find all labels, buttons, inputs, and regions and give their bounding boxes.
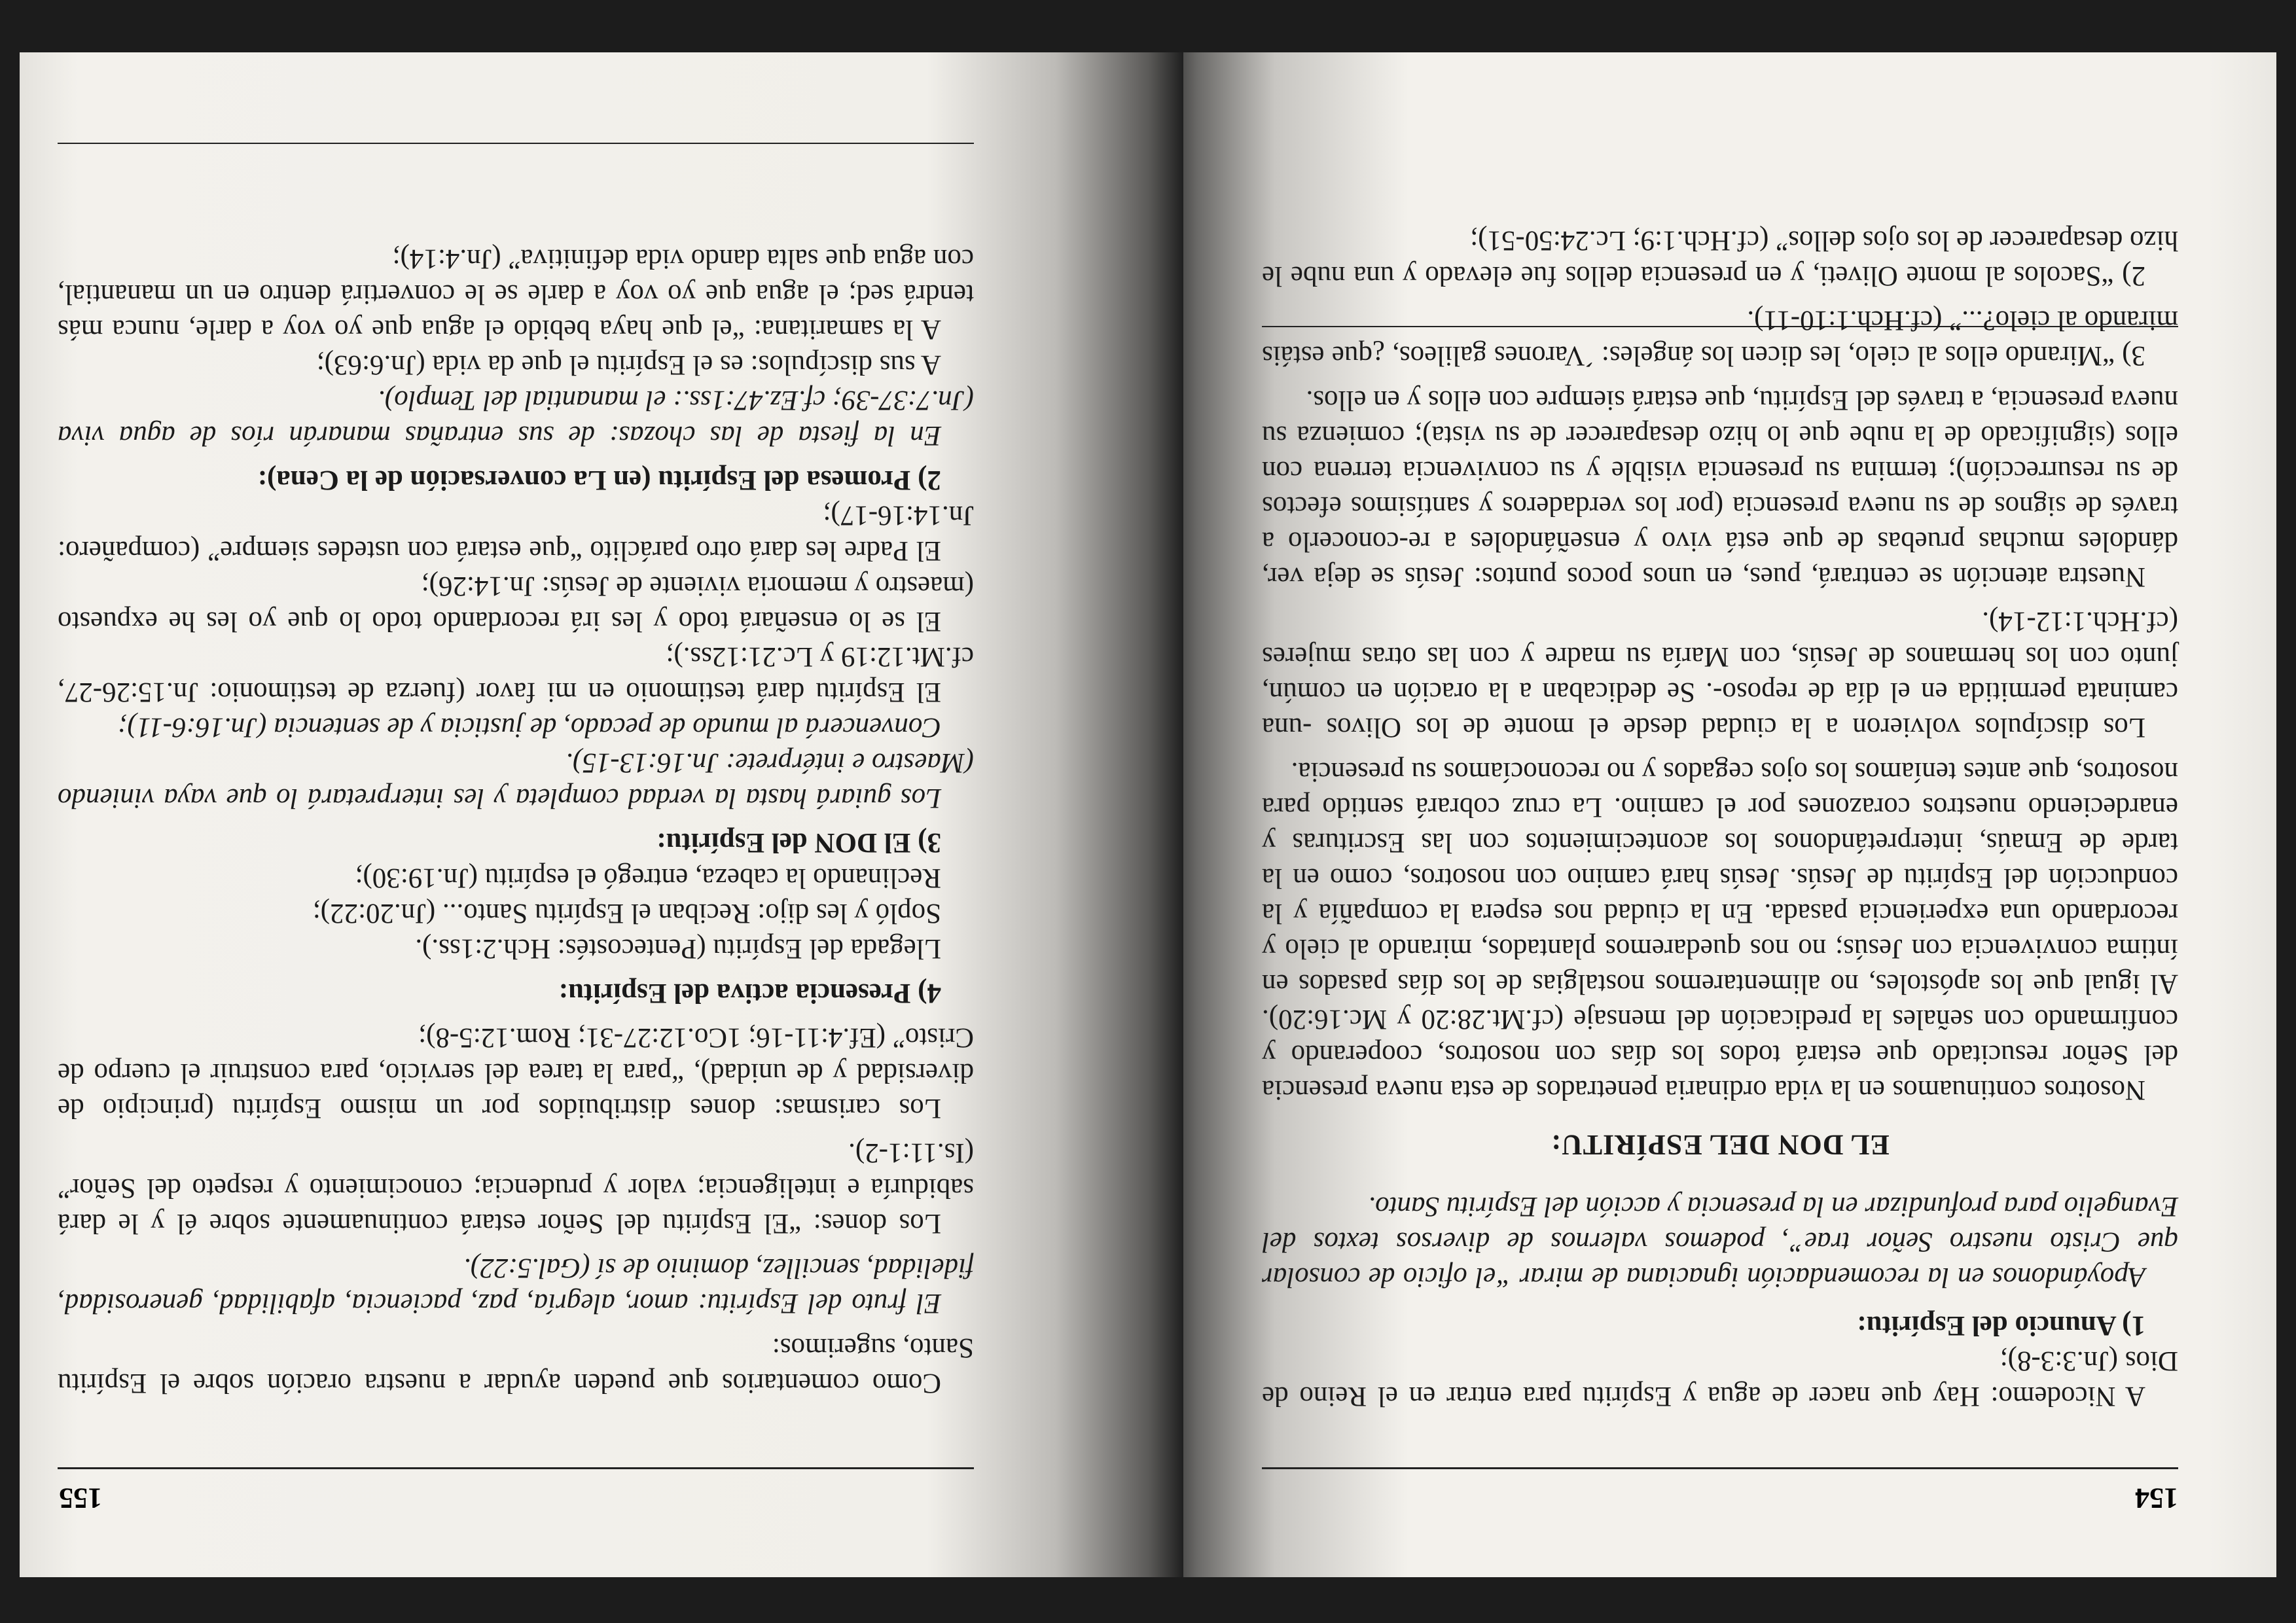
list-item: Los guiará hasta la verdad completa y les interpretará lo que vaya viniendo (Maestro e intérprete: Jn.16:13-15). — [58, 747, 974, 813]
list-item: Reclinando la cabeza, entregó el espíritu (Jn.19:30); — [355, 863, 941, 893]
list-item: Sopló y les dijo: Reciban el Espíritu Santo... (Jn.20:22); — [312, 898, 941, 929]
list-item: Convencerá al mundo de pecado, de justicia y de sentencia (Jn.16:6-11); — [118, 712, 941, 743]
list-item: El fruto del Espíritu: amor, alegría, paz, paciencia, afabilidad, generosidad, fidelidad, sencillez, dominio de sí (Gal.5:22). — [58, 1253, 974, 1319]
paragraph: Nosotros continuamos en la vida ordinaria penetrados de esta nueva presencia del Señor resucitado que estará todos los días con nosotros, cooperando y confirmando con señales la predicación del mensaje (cf.Mt.28:20 y Mc.16:20). Al igual que los apóstoles, no alimentaremos nostalgias de los días pasados en íntima convivencia con Jesús; no nos quedaremos plantados, mirando al cielo y recordando una experiencia pasada. En la ciudad nos espera la compañía y la conducción del Espíritu de Jesús. Jesús hará camino con nosotros, como en la tarde de Emaús, interpretándonos los acontecimientos con las Escrituras y enardeciendo nuestros corazones por el camino. La cruz cobrará sentido para nosotros, que antes teníamos los ojos cegados y no reconocíamos su presencia. — [1262, 757, 2178, 1105]
list-item: A la samaritana: “el que haya bebido el agua que yo voy a darle, nunca más tendrá sed; el agua que yo voy a darle se le convertirá dentro en un manantial, con agua que salta dando vida definitiva” (Jn.4:14); — [58, 243, 974, 345]
section-heading: 1) Anuncio del Espíritu: — [1857, 1310, 2145, 1341]
paragraph: A Nicodemo: Hay que nacer de agua y Espíritu para entrar en el Reino de Dios (Jn.3:3-8); — [1262, 1346, 2178, 1412]
list-item: El se lo enseñará todo y les irá recordando todo lo que yo les he expuesto (maestro y memoria viviente de Jesús: Jn.14:26); — [58, 571, 974, 637]
list-item: Los carismas: dones distribuidos por un mismo Espíritu (principio de diversidad y de unidad), “para la tarea del servicio, para construir el cuerpo de Cristo” (Ef.4:11-16; 1Co.12:27-31; Rom.12:5-8); — [58, 1022, 974, 1124]
list-item: Llegada del Espíritu (Pentecostés: Hch.2:1ss.). — [415, 933, 941, 964]
quote-item: 2) “Sacolos al monte Oliveti, y en presencia dellos fue elevado y una nube le hizo desaparecer de los ojos dellos” (cf.Hch.1:9; Lc.24:50-51); — [1262, 225, 2178, 291]
page-154 — [1164, 52, 2276, 1577]
section-heading: 2) Promesa del Espíritu (en La conversación de la Cena): — [257, 465, 941, 495]
page-155 — [20, 52, 1183, 1577]
page-number: 155 — [59, 1482, 102, 1514]
header-rule — [1262, 1467, 2178, 1469]
header-rule — [58, 1467, 974, 1469]
page-number: 154 — [2135, 1482, 2178, 1514]
chapter-heading: EL DON DEL ESPÍRITU: — [1551, 1129, 1890, 1161]
section-heading: 3) El DON del Espíritu: — [656, 827, 941, 858]
paragraph: Como comentarios que pueden ayudar a nuestra oración sobre el Espíritu Santo, sugerimos: — [58, 1332, 974, 1399]
list-item: A sus discípulos: es el Espíritu el que da vida (Jn.6:63); — [316, 349, 941, 380]
paragraph: Nuestra atención se centrará, pues, en unos pocos puntos: Jesús se deja ver, dándoles muchas pruebas de que está vivo y enseñándoles a re-conocerlo a través de signos de su nueva presencia (por los verdaderos y santísimos efectos de su resurrección); termina su presencia visible y su convivencia terrena con ellos (significado de la nube que lo hizo desaparecer de su vista); comienza su nueva presencia, a través del Espíritu, que estará siempre con ellos y en ellos. — [1262, 385, 2178, 592]
paragraph: Apoyándonos en la recomendación ignaciana de mirar “el oficio de consolar que Cristo nuestro Señor trae”, podemos valernos de diversos textos del Evangelio para profundizar en la presencia y acción del Espíritu Santo. — [1262, 1191, 2178, 1293]
page-154-text — [1262, 223, 2178, 1414]
bottom-rule — [58, 143, 974, 144]
section-heading: 4) Presencia activa del Espíritu: — [558, 978, 941, 1008]
paragraph: Los discípulos volvieron a la ciudad desde el monte de los Olivos -una caminata permitida en el día de reposo-. Se dedicaban a la oración en común, junto con los hermanos de Jesús, con María su madre y con las otras mujeres (cf.Hch.1:12-14). — [1262, 606, 2178, 743]
list-item: En la fiesta de las chozas: de sus entrañas manarán ríos de agua viva (Jn.7:37-39; cf.Ez.47:1ss.: el manantial del Templo). — [58, 385, 974, 451]
list-item: El Espíritu dará testimonio en mi favor (fuerza de testimonio: Jn.15:26-27, cf.Mt.12:19 y Lc.21:12ss.); — [58, 641, 974, 707]
page-155-text — [58, 241, 974, 1400]
list-item: Los dones: “El Espíritu del Señor estará continuamente sobre él y le dará sabiduría e inteligencia; valor y prudencia; conocimiento y respeto del Señor” (Is.11:1-2). — [58, 1137, 974, 1239]
list-item: El Padre les dará otro paráclito “que estará con ustedes siempre” (compañero: Jn.14:16-17); — [58, 500, 974, 566]
quote-item: 3) “Mirando ellos al cielo, les dicen los ángeles: ´Varones galileos, ¿que estáis mirando al cielo?...” (cf.Hch.1:10-11). — [1262, 305, 2178, 371]
